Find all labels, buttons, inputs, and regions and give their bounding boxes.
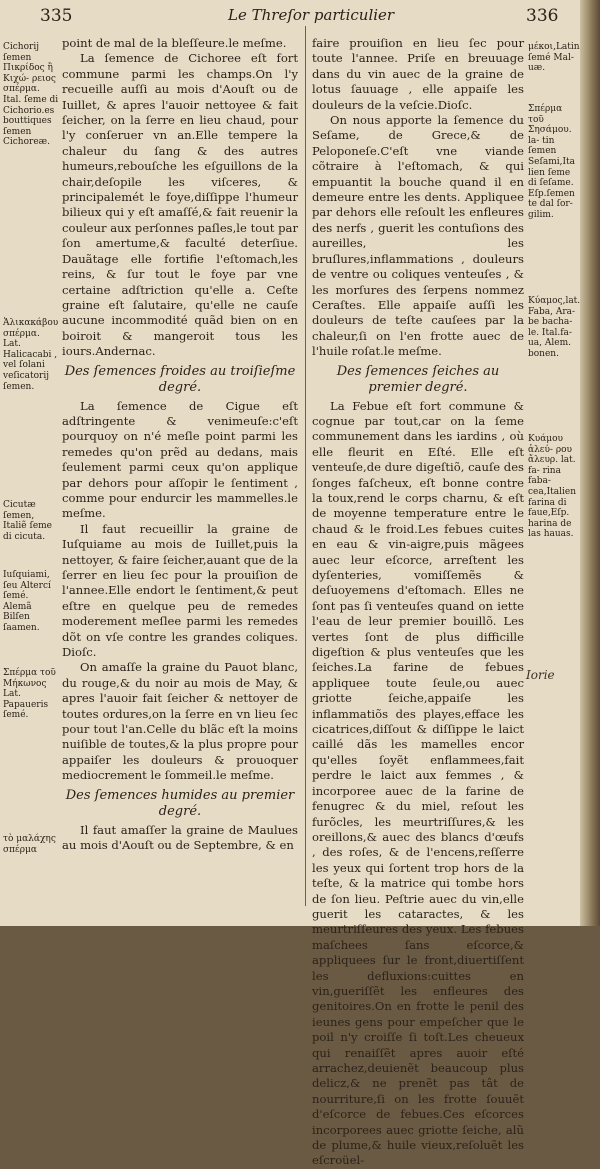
paragraph-sesame: On nous apporte la ſemence du Seſame, de Grece,& de Peloponeſe.C'eſt vne viande cõtraire à l'eſtomach, & qui empuantit la bouche quand il en demeure entre les dents. Appliquee par dehors elle reſoult les enfleures des nerfs , guerit les contuſions des aureilles, les bruſlures,inflammations , douleurs de ventre ou coliques venteuſes , & les morſures des ſerpens nommez Ceraſtes. Elle appaiſe auſſi les douleurs de teſte cauſees par la chaleur,ſi on l'en frotte auec de l'huile roſat.le meſme.: [312, 113, 524, 359]
running-title: Le Threſor particulier: [228, 6, 395, 24]
paragraph-lotus: faire prouiſion en lieu ſec pour toute l'annee. Priſe en breuuage dans du vin auec de la graine de lotus ſauuage , elle appaiſe les douleurs de la veſcie.Dioſc.: [312, 36, 524, 112]
margin-note-cigue: Cicutæ ſemen, Italiẽ ſeme di cicuta.: [3, 500, 52, 542]
margin-note-sesame: Σπέρμα τοῦ Σησάμου. la- tin ſemen Seſami,Ita lien ſeme di ſeſame. Eſp.ſemen te dal ſor- gilim.: [528, 104, 575, 220]
page-number-left: 335: [40, 6, 73, 26]
right-column: [312, 36, 524, 1169]
margin-note-febue: Κύαμος,lat. Faba, Ara- be bacha- le. Ital.fa- ua, Alem. bonen.: [528, 296, 581, 359]
margin-note-mauue: μέκοι,Latin ſemé Mal- uæ.: [528, 42, 580, 74]
heading-seiches: Des ſemences ſeiches au premier degré.: [336, 363, 500, 395]
handwritten-annotation: Iorie: [526, 668, 555, 682]
margin-note-maulues: τὸ μαλάχης σπέρμα: [3, 834, 56, 855]
page-gutter-edge: [580, 0, 600, 926]
margin-note-farine: Κυάμου ἀλεύ- ρου ἄλευρ. lat. fa- rina faba- cea,Italien farina di faue,Eſp. harina de las hauas.: [528, 434, 577, 540]
paragraph-chicoree: La ſemence de Cichoree eſt fort commune parmi les champs.On l'y recueille auſſi au mois d'Aouſt ou de Iuillet, & apres l'auoir nettoyee & fait ſeicher, on la ſerre en lieu chaud, pour l'y conſeruer vn an.Elle tempere la chaleur du ſang & des autres humeurs,rebouſche les eſguillons de la chair,deſopile les viſceres, & principalemét le foye,diſſippe l'humeur bilieux qui y eſt amaſſé,& fait reuenir la couleur aux perſonnes paſles,le tout par ſon amertume,& faculté deterſiue. Dauãtage elle fortifie l'eſtomach,les reins, & ſur tout le foye par vne certaine adſtriction qu'elle a. Ceſte graine eſt ſalutaire, qu'elle ne cauſe aucune incommodité quãd bien on en boiroit & mangeroit tous les iours.Andernac.: [62, 51, 298, 359]
paragraph-cigue: La ſemence de Cigue eſt adſtringente & venimeuſe:c'eſt pourquoy on n'é meſle point parmi les remedes qu'on prẽd au dedans, mais ſeulement parmi ceux qu'on applique par dehors pour aſſopir le ſentiment , comme pour endurcir les mammelles.le meſme.: [62, 398, 298, 521]
left-column: [62, 36, 298, 854]
heading-humides: Des ſemences humides au premier degré.: [65, 787, 295, 819]
margin-note-iusquiame: Iuſquiami, ſeu Altercí ſemé. Alemã Bilſen ſaamen.: [3, 570, 51, 633]
left-intro-line: point de mal de la bleſſeure.le meſme.: [62, 36, 287, 50]
column-divider: [305, 26, 306, 906]
margin-note-chicoree: Cichorij ſemen Πικρίδος ἢ Κιχώ- ρειος σπέρμα. Ital. ſeme di Cichorio.es bouttiques ſemen Cichoreæ.: [3, 42, 59, 148]
paragraph-pauot: On amaſſe la graine du Pauot blanc, du rouge,& du noir au mois de May, & apres l'auoir fait ſeicher & nettoyer de toutes ordures,on la ſerre en vn lieu ſec pour tout l'an.Celle du blãc eſt la moins nuiſible de toutes,& la plus propre pour appaiſer les douleurs & prouoquer mediocrement le ſommeil.le meſme.: [62, 660, 298, 783]
paragraph-maulues: Il faut amaſſer la graine de Maulues au mois d'Aouſt ou de Septembre, & en: [62, 822, 298, 853]
heading-froides: Des ſemences froides au troiſieſme degré.: [64, 363, 296, 395]
margin-note-alkeckengi: Ἁλικακάβου σπέρμα. Lat. Halicacabi , vel ſolani veſicatorij ſemen.: [3, 318, 59, 392]
page-number-right: 336: [526, 6, 559, 26]
paragraph-febue: La Febue eſt fort commune & cognue par tout,car on la ſeme communement dans les iardins , où elle fleurit en Eſté. Elle eſt venteuſe,de dure digeſtiõ, cauſe des ſonges faſcheux, eſt bonne contre la toux,rend le corps charnu, & eſt de moyenne temperature entre le chaud & le froid.Les febues cuites en eau & vin-aigre,puis mãgees auec leur eſcorce, arreſtent les dyſenteries, vomiſſemẽs & deſuoyemens d'eſtomach. Elles ne ſont pas ſi venteuſes quand on iette l'eau de leur premier bouillõ. Les vertes ſont de plus difficille digeſtion & plus venteuſes que les ſeiches.La farine de febues appliquee toute ſeule,ou auec griotte ſeiche,appaiſe les inflammatiõs des playes,efface les cicatrices,diſſout & diſſippe le laict caillé dãs les mamelles encor qu'elles ſoyẽt enflammees,fait perdre le laict aux femmes , & incorporee auec de la farine de fenugrec & du miel, reſout les furõcles, les meurtriſſures,& les oreillons,& auec des blancs d'œufs , des roſes, & de l'encens,reſſerre les yeux qui ſortent trop hors de la teſte, & la matrice qui tombe hors de ſon lieu. Peſtrie auec du vin,elle guerit les cataractes, & les meurtriſſeures des yeux. Les febues maſchees ſans eſcorce,& appliquees ſur le front,diuertiſſent les defluxions:cuittes en vin,gueriſſẽt les enfleures des genitoires.On en frotte le penil des ieunes gens pour empeſcher que le poil n'y croiſſe ſi toſt.Les cheueux qui renaiſſẽt apres auoir eſté arrachez,deuienẽt beaucoup plus delicz,& ne prenẽt pas tât de nourriture,ſi on les frotte ſouuẽt d'eſcorce de febues.Ces eſcorces incorporees auec griotte ſeiche, alũ de plume,& huile vieux,reſoluẽt les eſcroüel-: [312, 398, 525, 1168]
paragraph-iusquiame: Il faut recueillir la graine de Iuſquiame au mois de Iuillet,puis la nettoyer, & faire ſeicher,auant que de la ſerrer en lieu ſec pour la prouiſion de l'annee.Elle endort le ſentiment,& peut eſtre en quelque peu de remedes moderement meſlee parmi les remedes dõt on vſe contre les grandes coliques. Dioſc.: [62, 521, 298, 660]
margin-note-pauot: Σπέρμα τοῦ Μήκωνος Lat. Papaueris ſemé.: [3, 668, 56, 721]
